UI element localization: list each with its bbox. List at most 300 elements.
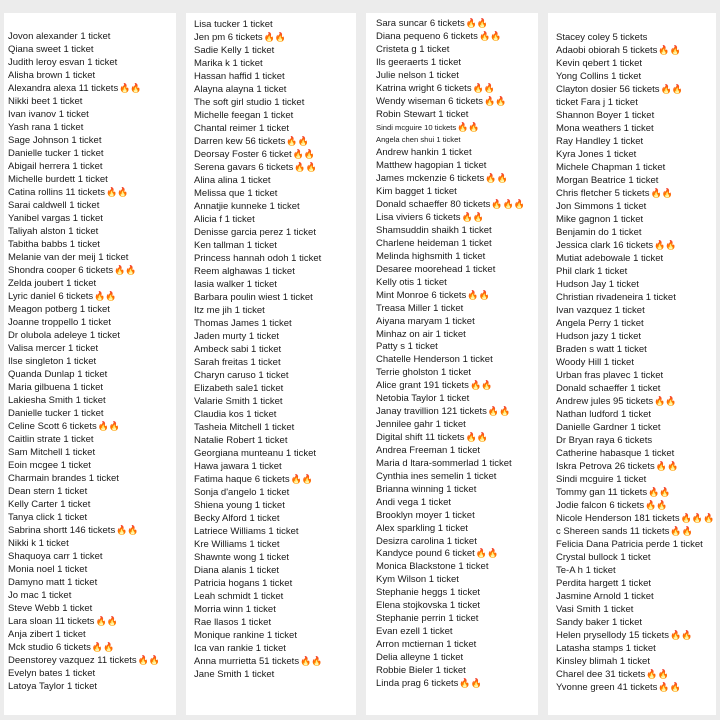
ticket-entry (556, 161, 716, 174)
ticket-entry (556, 226, 716, 239)
ticket-entry (376, 625, 538, 638)
ticket-entry-text: Maria d ltara-sommerlad 1 ticket (376, 457, 512, 469)
ticket-entry-text: Michele Chapman 1 ticket (556, 162, 666, 173)
ticket-entry (8, 43, 176, 56)
ticket-entry (8, 472, 176, 485)
ticket-entry (8, 212, 176, 225)
ticket-entry-text: Katrina wright 6 tickets (376, 82, 472, 94)
fire-emoji-icon: 🔥🔥 (457, 121, 480, 132)
ticket-entry-text: Tanya click 1 ticket (8, 512, 88, 523)
ticket-entry-text: Monica Blackstone 1 ticket (376, 561, 489, 573)
ticket-entry (8, 394, 176, 407)
ticket-entry-text: Brianna winning 1 ticket (376, 483, 477, 495)
fire-emoji-icon: 🔥🔥 (472, 82, 495, 93)
ticket-entry (556, 603, 716, 616)
ticket-entry (556, 512, 716, 525)
ticket-entry (194, 200, 356, 213)
fire-emoji-icon: 🔥🔥 (645, 500, 668, 510)
ticket-entry-text: Donald schaeffer 80 tickets (376, 199, 491, 211)
ticket-entry (194, 408, 356, 421)
ticket-entry (8, 251, 176, 264)
fire-emoji-icon: 🔥🔥🔥 (680, 513, 715, 523)
ticket-entry-text: Sabrina shortt 146 tickets (8, 525, 116, 536)
fire-emoji-icon: 🔥🔥 (97, 421, 121, 431)
ticket-entry (194, 317, 356, 330)
ticket-entry (376, 224, 538, 237)
ticket-entry-text: Adaobi obiorah 5 tickets (556, 45, 658, 56)
ticket-entry-text: Latoya Taylor 1 ticket (8, 681, 98, 692)
ticket-entry (8, 160, 176, 173)
ticket-entry-text: Rae llasos 1 ticket (194, 617, 272, 628)
ticket-entry (376, 133, 538, 146)
ticket-entry-text: Charlene heideman 1 ticket (376, 237, 492, 249)
fire-emoji-icon: 🔥🔥 (290, 474, 313, 484)
ticket-entry-text: Jaden murty 1 ticket (194, 331, 280, 342)
ticket-entry-text: Thomas James 1 ticket (194, 318, 292, 329)
ticket-entry (194, 642, 356, 655)
ticket-entry-text: Nicole Henderson 181 tickets (556, 513, 680, 524)
ticket-entry (376, 263, 538, 276)
ticket-entry-text: Ica van rankie 1 ticket (194, 643, 286, 654)
ticket-entry (376, 431, 538, 444)
ticket-entry (194, 369, 356, 382)
ticket-entry-text: Shaquoya carr 1 ticket (8, 551, 103, 562)
ticket-entry (8, 589, 176, 602)
ticket-entry (194, 96, 356, 109)
ticket-entry-text: Sarai caldwell 1 ticket (8, 200, 100, 211)
ticket-column-1 (4, 13, 176, 715)
ticket-entry (194, 551, 356, 564)
ticket-entry-text: Netobia Taylor 1 ticket (376, 393, 470, 405)
ticket-entry-text: Jodie falcon 6 tickets (556, 500, 645, 511)
ticket-entry-text: Alicia f 1 ticket (194, 214, 255, 225)
ticket-entry (194, 174, 356, 187)
ticket-entry-text: Dr olubola adeleye 1 ticket (8, 330, 120, 341)
ticket-entry (556, 486, 716, 499)
ticket-entry (376, 56, 538, 69)
ticket-entry (556, 538, 716, 551)
ticket-entry-text: Yong Collins 1 ticket (556, 71, 642, 82)
ticket-entry (556, 291, 716, 304)
ticket-entry-text: Angela chen shui 1 ticket (376, 135, 461, 145)
ticket-entry-text: Vasi Smith 1 ticket (556, 604, 634, 615)
ticket-entry-text: Leah schmidt 1 ticket (194, 591, 284, 602)
ticket-entry (8, 56, 176, 69)
ticket-entry-text: Sonja d'angelo 1 ticket (194, 487, 290, 498)
ticket-entry-text: Jessica clark 16 tickets (556, 240, 654, 251)
ticket-entry (8, 446, 176, 459)
ticket-entry (556, 369, 716, 382)
ticket-entry (8, 121, 176, 134)
ticket-entry-text: Andrea Freeman 1 ticket (376, 444, 481, 456)
fire-emoji-icon: 🔥🔥 (94, 291, 117, 301)
ticket-entry (376, 651, 538, 664)
ticket-entry-text: Christian rivadeneira 1 ticket (556, 292, 676, 303)
fire-emoji-icon: 🔥🔥 (137, 655, 161, 665)
fire-emoji-icon: 🔥🔥 (655, 461, 679, 471)
ticket-entry (8, 342, 176, 355)
ticket-entry (194, 499, 356, 512)
ticket-entry (556, 122, 716, 135)
ticket-entry (194, 343, 356, 356)
ticket-entry (556, 421, 716, 434)
ticket-entry-text: Marika k 1 ticket (194, 58, 263, 69)
ticket-entry (194, 564, 356, 577)
ticket-entry (376, 289, 538, 302)
ticket-entry-text: Tommy gan 11 tickets (556, 487, 648, 498)
ticket-entry-text: Iasia walker 1 ticket (194, 279, 277, 290)
ticket-entry-text: Wendy wiseman 6 tickets (376, 95, 484, 107)
ticket-entry-text: Anja zibert 1 ticket (8, 629, 86, 640)
ticket-entry-text: Robin Stewart 1 ticket (376, 108, 469, 120)
ticket-entry (194, 122, 356, 135)
fire-emoji-icon: 🔥🔥 (294, 162, 317, 172)
ticket-entry (194, 525, 356, 538)
ticket-entry-text: Denisse garcia perez 1 ticket (194, 227, 316, 238)
ticket-entry (194, 57, 356, 70)
ticket-entry (194, 304, 356, 317)
ticket-entry-text: Tabitha babbs 1 ticket (8, 239, 100, 250)
ticket-entry (376, 522, 538, 535)
ticket-entry (376, 638, 538, 651)
ticket-entry-text: Danielle tucker 1 ticket (8, 148, 104, 159)
ticket-entry (376, 121, 538, 134)
ticket-entry (556, 57, 716, 70)
ticket-entry-text: Michelle feegan 1 ticket (194, 110, 294, 121)
ticket-entry (556, 395, 716, 408)
ticket-entry-text: Kym Wilson 1 ticket (376, 574, 459, 586)
ticket-entry-text: Reem alghawas 1 ticket (194, 266, 295, 277)
ticket-entry (194, 577, 356, 590)
ticket-entry-text: Shannon Boyer 1 ticket (556, 110, 655, 121)
ticket-entry-text: Shawnte wong 1 ticket (194, 552, 290, 563)
ticket-entry (376, 108, 538, 121)
fire-emoji-icon: 🔥🔥 (286, 136, 309, 146)
ticket-entry (194, 265, 356, 278)
ticket-entry-text: Maria gilbuena 1 ticket (8, 382, 104, 393)
ticket-entry (8, 511, 176, 524)
ticket-entry (8, 199, 176, 212)
ticket-entry-text: Janay travillion 121 tickets (376, 406, 487, 418)
ticket-entry-text: Deenstorey vazquez 11 tickets (8, 655, 137, 666)
ticket-entry-text: Desizra carolina 1 ticket (376, 535, 477, 547)
ticket-entry (376, 159, 538, 172)
ticket-entry (8, 485, 176, 498)
ticket-entry (8, 329, 176, 342)
ticket-entry-text: Evan ezell 1 ticket (376, 626, 453, 638)
ticket-entry-text: Diana pequeno 6 tickets (376, 30, 478, 42)
ticket-entry (376, 340, 538, 353)
ticket-entry (556, 70, 716, 83)
ticket-entry (556, 44, 716, 57)
ticket-entry (8, 264, 176, 277)
ticket-entry (194, 148, 356, 161)
ticket-entry-text: Lisa viviers 6 tickets (376, 212, 461, 224)
ticket-entry (556, 460, 716, 473)
ticket-column-3 (366, 13, 538, 715)
ticket-entry (194, 18, 356, 31)
fire-emoji-icon: 🔥🔥 (292, 149, 316, 159)
ticket-entry (376, 95, 538, 108)
ticket-entry (8, 680, 176, 693)
ticket-entry-text: Melinda highsmith 1 ticket (376, 250, 486, 262)
ticket-entry-text: Charel dee 31 tickets (556, 669, 646, 680)
ticket-entry-text: Alayna alayna 1 ticket (194, 84, 287, 95)
ticket-entry (8, 355, 176, 368)
ticket-entry (8, 537, 176, 550)
ticket-entry (8, 381, 176, 394)
ticket-entry (556, 252, 716, 265)
ticket-entry-text: Mike gagnon 1 ticket (556, 214, 644, 225)
fire-emoji-icon: 🔥🔥 (91, 642, 115, 652)
ticket-entry (194, 109, 356, 122)
ticket-entry-text: Dr Bryan raya 6 tickets (556, 435, 653, 446)
ticket-entry (8, 459, 176, 472)
ticket-entry-text: Georgiana munteanu 1 ticket (194, 448, 316, 459)
ticket-entry-text: Hudson jazy 1 ticket (556, 331, 642, 342)
ticket-entry-text: Brooklyn moyer 1 ticket (376, 509, 475, 521)
ticket-entry (376, 198, 538, 211)
ticket-entry (556, 265, 716, 278)
ticket-entry-text: Treasa Miller 1 ticket (376, 302, 464, 314)
fire-emoji-icon: 🔥🔥 (670, 526, 693, 536)
ticket-entry-text: Yvonne green 41 tickets (556, 682, 658, 693)
ticket-entry-text: Sam Mitchell 1 ticket (8, 447, 96, 458)
ticket-entry-text: Te-A h 1 ticket (556, 565, 616, 576)
ticket-entry-text: Kim bagget 1 ticket (376, 186, 457, 198)
ticket-entry-text: Aiyana maryam 1 ticket (376, 315, 475, 327)
fire-emoji-icon: 🔥🔥 (459, 677, 482, 688)
ticket-entry-text: Valisa mercer 1 ticket (8, 343, 99, 354)
ticket-entry-text: Stacey coley 5 tickets (556, 32, 648, 43)
ticket-entry (376, 496, 538, 509)
ticket-entry-text: Zelda joubert 1 ticket (8, 278, 97, 289)
ticket-entry-text: Catherine habasque 1 ticket (556, 448, 675, 459)
ticket-entry (8, 316, 176, 329)
ticket-entry-text: James mckenzie 6 tickets (376, 173, 485, 185)
ticket-entry-text: Steve Webb 1 ticket (8, 603, 93, 614)
ticket-entry (556, 213, 716, 226)
ticket-entry-text: Yanibel vargas 1 ticket (8, 213, 103, 224)
ticket-entry (556, 356, 716, 369)
ticket-entry (376, 457, 538, 470)
ticket-entry-text: Alex sparkling 1 ticket (376, 522, 468, 534)
ticket-entry (194, 382, 356, 395)
fire-emoji-icon: 🔥🔥 (465, 18, 489, 28)
ticket-entry-text: Jane Smith 1 ticket (194, 669, 275, 680)
ticket-entry-text: Morria winn 1 ticket (194, 604, 276, 615)
ticket-entry (556, 551, 716, 564)
ticket-entry-text: Patty s 1 ticket (376, 341, 438, 353)
ticket-entry (194, 421, 356, 434)
ticket-entry-text: Kevin qebert 1 ticket (556, 58, 643, 69)
ticket-entry-text: Ivan vazquez 1 ticket (556, 305, 645, 316)
ticket-entry-text: Jo mac 1 ticket (8, 590, 72, 601)
ticket-entry-text: Alisha brown 1 ticket (8, 70, 96, 81)
ticket-entry (376, 315, 538, 328)
fire-emoji-icon: 🔥🔥 (660, 84, 683, 94)
ticket-entry (8, 173, 176, 186)
fire-emoji-icon: 🔥🔥 (485, 173, 508, 184)
ticket-entry-text: Claudia kos 1 ticket (194, 409, 277, 420)
fire-emoji-icon: 🔥🔥 (465, 432, 488, 442)
ticket-entry (556, 642, 716, 655)
ticket-entry-text: Ils geeraerts 1 ticket (376, 56, 462, 68)
fire-emoji-icon: 🔥🔥 (650, 188, 673, 198)
ticket-entry-text: Mint Monroe 6 tickets (376, 289, 467, 301)
ticket-entry (376, 612, 538, 625)
ticket-entry (376, 43, 538, 56)
ticket-entry-text: Chris fletcher 5 tickets (556, 188, 650, 199)
ticket-entry-text: Ivan ivanov 1 ticket (8, 109, 89, 120)
fire-emoji-icon: 🔥🔥 (487, 406, 511, 417)
ticket-entry-text: Jasmine Arnold 1 ticket (556, 591, 654, 602)
ticket-entry-text: Phil clark 1 ticket (556, 266, 628, 277)
ticket-entry (556, 499, 716, 512)
ticket-entry-text: Braden s watt 1 ticket (556, 344, 647, 355)
ticket-entry (8, 30, 176, 43)
ticket-entry (194, 239, 356, 252)
ticket-entry-text: Woody Hill 1 ticket (556, 357, 634, 368)
ticket-entry-text: Sadie Kelly 1 ticket (194, 45, 275, 56)
ticket-entry (194, 291, 356, 304)
ticket-entry (376, 664, 538, 677)
ticket-entry-text: Celine Scott 6 tickets (8, 421, 97, 432)
ticket-entry-text: Desaree moorehead 1 ticket (376, 263, 496, 275)
ticket-entry-text: Chantal reimer 1 ticket (194, 123, 290, 134)
ticket-entry (194, 603, 356, 616)
ticket-entry (8, 524, 176, 537)
ticket-entry (8, 615, 176, 628)
ticket-entry-text: Jon Simmons 1 ticket (556, 201, 647, 212)
ticket-entry-text: Sara suncar 6 tickets (376, 18, 465, 29)
fire-emoji-icon: 🔥🔥 (114, 265, 137, 275)
ticket-entry-text: Charmain brandes 1 ticket (8, 473, 119, 484)
ticket-entry-text: Tasheia Mitchell 1 ticket (194, 422, 295, 433)
ticket-entry (376, 82, 538, 95)
ticket-entry (194, 629, 356, 642)
ticket-entry (194, 616, 356, 629)
ticket-entry-text: Andrew hankin 1 ticket (376, 147, 472, 159)
ticket-entry (556, 304, 716, 317)
ticket-entry (376, 405, 538, 418)
fire-emoji-icon: 🔥🔥 (116, 525, 139, 535)
ticket-entry (376, 17, 538, 30)
ticket-entry (194, 538, 356, 551)
ticket-entry-text: Andrew jules 95 tickets (556, 396, 654, 407)
ticket-entry (376, 250, 538, 263)
ticket-entry (556, 629, 716, 642)
ticket-entry-text: Crystal bullock 1 ticket (556, 552, 651, 563)
fire-emoji-icon: 🔥🔥 (105, 187, 129, 197)
ticket-entry-text: Linda prag 6 tickets (376, 677, 459, 689)
ticket-entry (194, 473, 356, 486)
ticket-entry (8, 95, 176, 108)
ticket-entry-text: Mck studio 6 tickets (8, 642, 91, 653)
ticket-entry (194, 434, 356, 447)
ticket-entry (8, 290, 176, 303)
ticket-entry-text: Monique rankine 1 ticket (194, 630, 297, 641)
ticket-entry (556, 564, 716, 577)
ticket-entry (556, 83, 716, 96)
ticket-entry-text: Julie nelson 1 ticket (376, 69, 459, 81)
ticket-entry (376, 560, 538, 573)
ticket-entry-text: Yash rana 1 ticket (8, 122, 84, 133)
ticket-entry (376, 470, 538, 483)
ticket-entry-text: Kre Williams 1 ticket (194, 539, 280, 550)
ticket-entry-text: Jennilee gahr 1 ticket (376, 419, 466, 431)
ticket-entry (8, 108, 176, 121)
ticket-entry-text: Damyno matt 1 ticket (8, 577, 98, 588)
ticket-entry (8, 602, 176, 615)
ticket-entry-text: Itz me jih 1 ticket (194, 305, 265, 316)
ticket-entry-text: Latasha stamps 1 ticket (556, 643, 656, 654)
ticket-entry-text: Jovon alexander 1 ticket (8, 31, 111, 42)
ticket-entry (376, 366, 538, 379)
ticket-entry-text: Kelly otis 1 ticket (376, 276, 447, 288)
fire-emoji-icon: 🔥🔥 (95, 616, 118, 626)
ticket-entry-text: Morgan Beatrice 1 ticket (556, 175, 659, 186)
ticket-entry (194, 668, 356, 681)
ticket-entry (194, 655, 356, 668)
fire-emoji-icon: 🔥🔥🔥 (491, 199, 526, 210)
ticket-entry-text: Cynthia ines semelin 1 ticket (376, 470, 497, 482)
ticket-entry (194, 460, 356, 473)
ticket-entry-text: Lakiesha Smith 1 ticket (8, 395, 106, 406)
ticket-entry-text: c Shereen sands 11 tickets (556, 526, 670, 537)
ticket-entry (8, 225, 176, 238)
ticket-entry-text: Alexandra alexa 11 tickets (8, 83, 119, 94)
ticket-entry (556, 408, 716, 421)
ticket-entry-text: Alice grant 191 tickets (376, 380, 469, 392)
ticket-entry-text: The soft girl studio 1 ticket (194, 97, 305, 108)
ticket-entry-text: Lyric daniel 6 tickets (8, 291, 94, 302)
ticket-entry-text: ticket Fara j 1 ticket (556, 97, 638, 108)
ticket-entry (194, 135, 356, 148)
ticket-entry-text: Lisa tucker 1 ticket (194, 19, 273, 30)
ticket-entry-text: Alina alina 1 ticket (194, 175, 271, 186)
fire-emoji-icon: 🔥🔥 (484, 95, 507, 106)
fire-emoji-icon: 🔥🔥 (658, 45, 681, 55)
ticket-entry (8, 303, 176, 316)
ticket-entry-text: Catina rollins 11 tickets (8, 187, 105, 198)
ticket-entry (8, 667, 176, 680)
ticket-entry-text: Princess hannah odoh 1 ticket (194, 253, 322, 264)
ticket-entry (556, 616, 716, 629)
ticket-entry (8, 186, 176, 199)
ticket-entry (376, 392, 538, 405)
ticket-entry-text: Qiana sweet 1 ticket (8, 44, 94, 55)
fire-emoji-icon: 🔥🔥 (648, 487, 671, 497)
ticket-entry-text: Chatelle Henderson 1 ticket (376, 354, 493, 366)
ticket-entry-text: Andi vega 1 ticket (376, 496, 451, 508)
ticket-entry (194, 252, 356, 265)
ticket-entry (8, 576, 176, 589)
ticket-entry-text: Sage Johnson 1 ticket (8, 135, 102, 146)
ticket-entry (376, 185, 538, 198)
ticket-entry (556, 525, 716, 538)
ticket-entry (556, 317, 716, 330)
ticket-entry-text: Ray Handley 1 ticket (556, 136, 644, 147)
ticket-entry (8, 69, 176, 82)
ticket-entry (376, 353, 538, 366)
ticket-entry (376, 573, 538, 586)
ticket-entry-text: Kelly Carter 1 ticket (8, 499, 91, 510)
ticket-entry-text: Nikki beet 1 ticket (8, 96, 83, 107)
ticket-entry (556, 278, 716, 291)
ticket-entry (8, 433, 176, 446)
ticket-entry-text: Sindi mcguire 1 ticket (556, 474, 647, 485)
